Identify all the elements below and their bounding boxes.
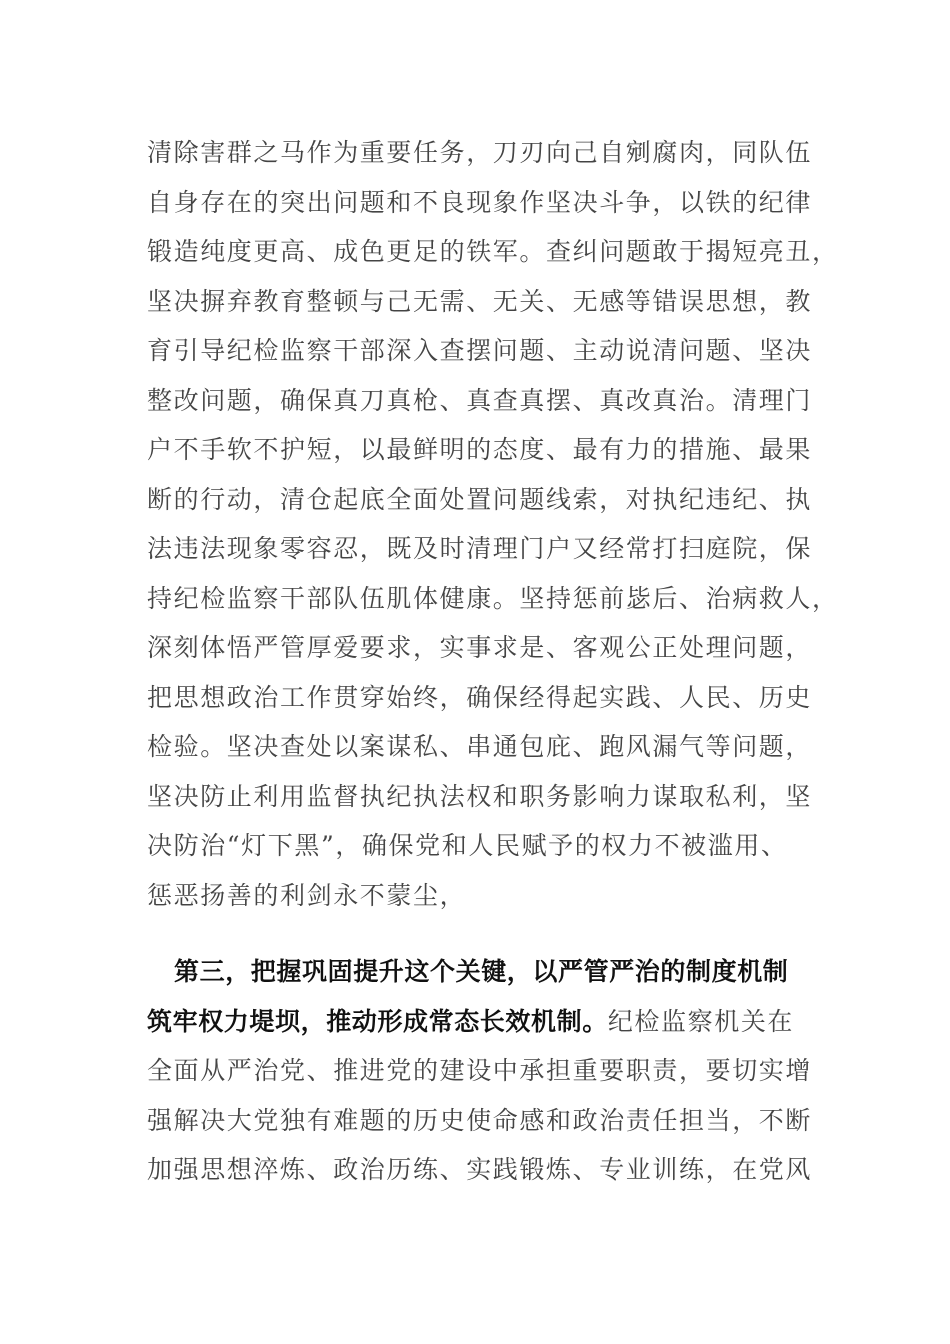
text-line: 惩恶扬善的利剑永不蒙尘，	[147, 880, 467, 910]
text-line: 坚决摒弃教育整顿与己无需、无关、无感等错误思想，教	[147, 286, 813, 316]
text-line: 把思想政治工作贯穿始终，确保经得起实践、人民、历史	[147, 682, 813, 712]
text-line: 断的行动，清仓起底全面处置问题线索，对执纪违纪、执	[147, 484, 813, 514]
text-line: 法违法现象零容忍，既及时清理门户又经常打扫庭院，保	[147, 534, 813, 563]
text-line: 检验。坚决查处以案谋私、串通包庇、跑风漏气等问题，	[147, 732, 813, 761]
text-line: 深刻体悟严管厚爱要求，实事求是、客观公正处理问题，	[147, 633, 813, 662]
text-line: 户不手软不护短，以最鲜明的态度、最有力的措施、最果	[147, 435, 813, 464]
text-line: 锻造纯度更高、成色更足的铁军。查纠问题敢于揭短亮丑，	[147, 237, 839, 266]
text-run: 纪检监察机关在	[607, 1006, 795, 1036]
body-paragraph-1	[147, 128, 839, 920]
section-lead-sentence-end: 筑牢权力堤坝，推动形成常态长效机制。	[147, 1006, 608, 1036]
text-line: 持纪检监察干部队伍肌体健康。坚持惩前毖后、治病救人，	[147, 583, 839, 613]
text-line: 强解决大党独有难题的历史使命感和政治责任担当，不断	[147, 1105, 813, 1135]
text-line: 全面从严治党、推进党的建设中承担重要职责，要切实增	[147, 1056, 813, 1085]
text-line: 坚决防止利用监督执纪执法权和职务影响力谋取私利，坚	[147, 781, 813, 811]
text-line: 决防治“灯下黑”，确保党和人民赋予的权力不被滥用、	[147, 831, 788, 860]
text-line-heading-continued	[147, 997, 807, 1047]
text-line: 整改问题，确保真刀真枪、真查真摆、真改真治。清理门	[147, 385, 813, 415]
text-line: 清除害群之马作为重要任务，刀刃向己自剜腐肉，同队伍	[147, 138, 813, 167]
section-lead-sentence: 第三，把握巩固提升这个关键，以严管严治的制度机制	[174, 957, 789, 986]
body-paragraph-2	[147, 947, 813, 1195]
text-line: 育引导纪检监察干部深入查摆问题、主动说清问题、坚决	[147, 336, 813, 365]
text-line: 自身存在的突出问题和不良现象作坚决斗争，以铁的纪律	[147, 187, 813, 217]
text-line: 加强思想淬炼、政治历练、实践锻炼、专业训练，在党风	[147, 1155, 813, 1184]
text-line-heading	[147, 947, 807, 997]
